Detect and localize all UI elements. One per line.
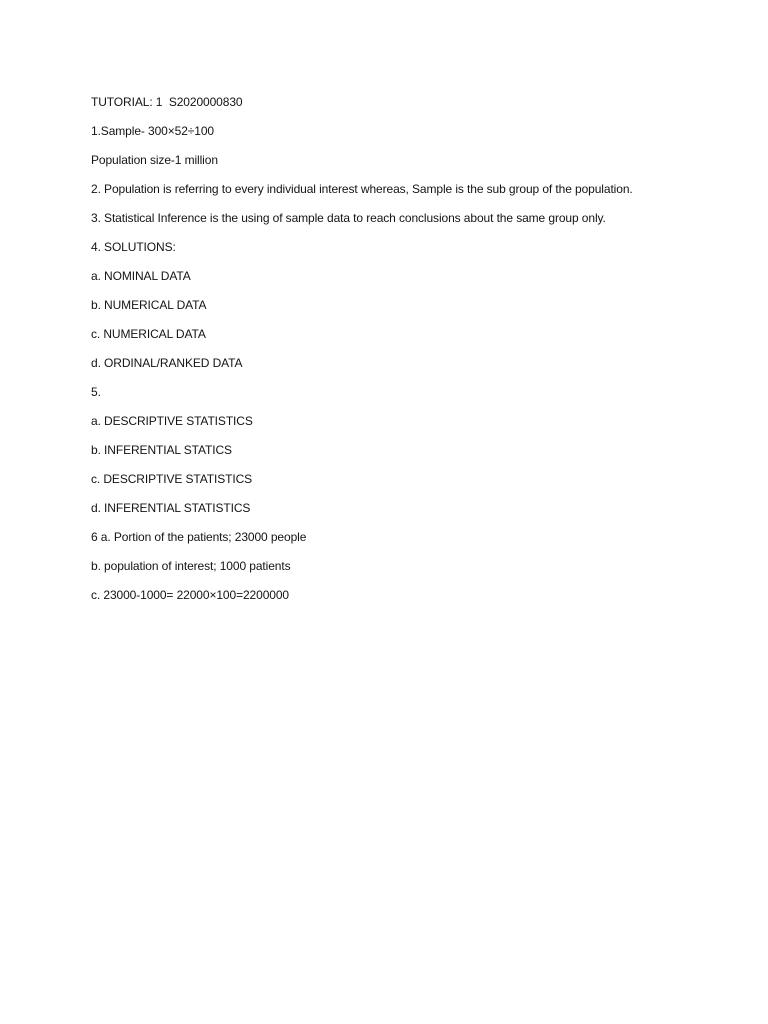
answer-5a: a. DESCRIPTIVE STATISTICS	[91, 413, 253, 428]
answer-4-heading: 4. SOLUTIONS:	[91, 239, 176, 254]
answer-5b: b. INFERENTIAL STATICS	[91, 442, 232, 457]
answer-6b: b. population of interest; 1000 patients	[91, 558, 291, 573]
answer-1-population: Population size-1 million	[91, 153, 218, 167]
answer-4a: a. NOMINAL DATA	[91, 268, 191, 283]
answer-6c: c. 23000-1000= 22000×100=2200000	[91, 587, 289, 602]
tutorial-heading: TUTORIAL: 1 S2020000830	[91, 95, 243, 109]
answer-4d: d. ORDINAL/RANKED DATA	[91, 355, 243, 370]
answer-2: 2. Population is referring to every individual interest whereas, Sample is the sub group of the population.	[91, 182, 633, 196]
answer-5c: c. DESCRIPTIVE STATISTICS	[91, 471, 253, 486]
answer-4c: c. NUMERICAL DATA	[91, 326, 206, 341]
document-body	[91, 93, 651, 615]
answer-1-sample: 1.Sample- 300×52÷100	[91, 124, 215, 138]
answer-3: 3. Statistical Inference is the using of sample data to reach conclusions about the same group only.	[91, 210, 606, 225]
answer-5d: d. INFERENTIAL STATISTICS	[91, 500, 251, 515]
answer-4b: b. NUMERICAL DATA	[91, 297, 207, 312]
answer-5-heading: 5.	[91, 384, 101, 399]
answer-6a: 6 a. Portion of the patients; 23000 people	[91, 529, 307, 544]
